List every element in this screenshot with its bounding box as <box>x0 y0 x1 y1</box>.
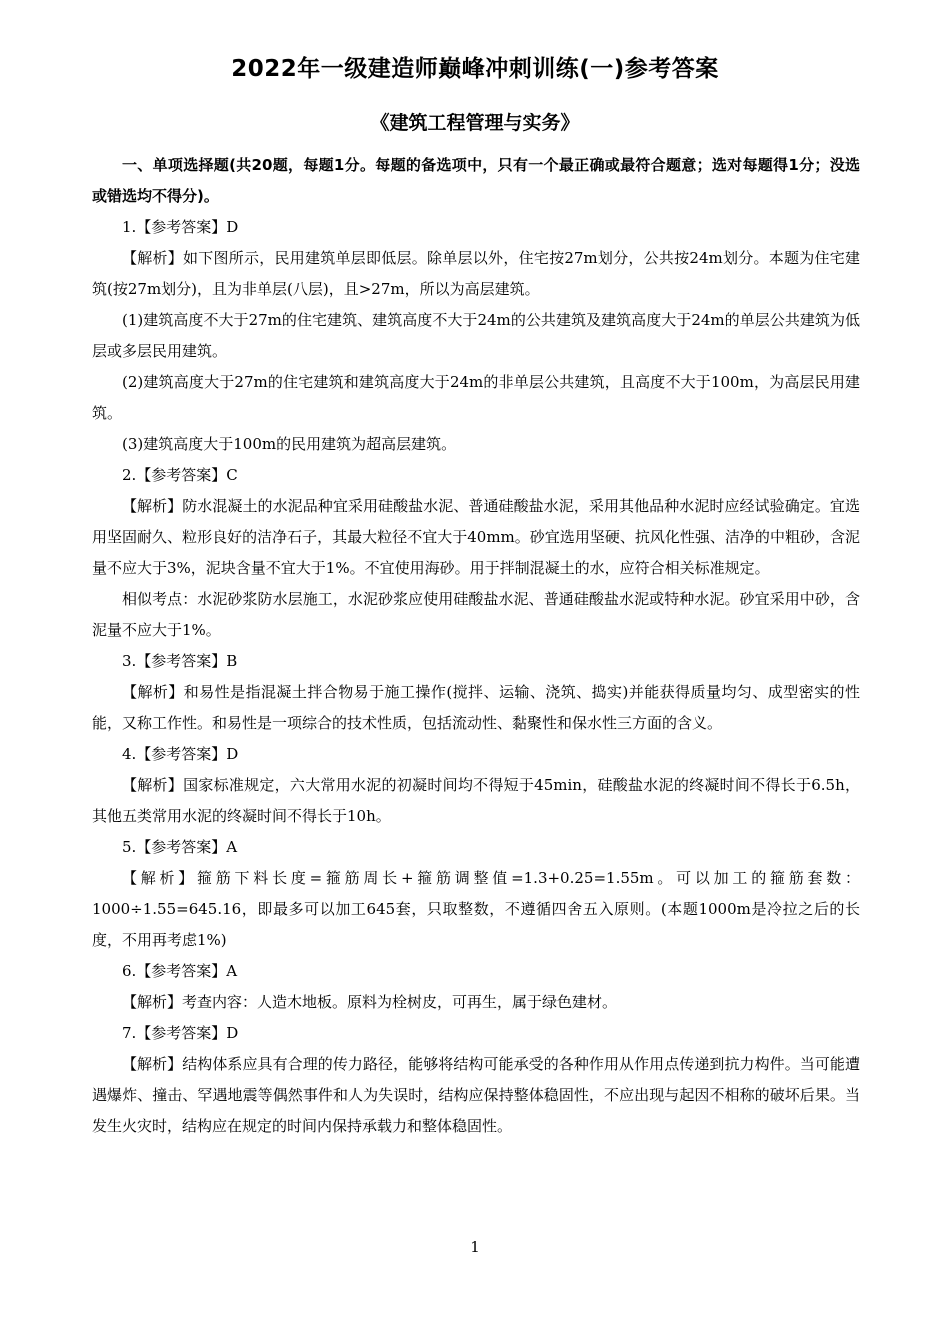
answer-7: 7.【参考答案】D <box>122 1024 239 1042</box>
document-body <box>92 150 860 1142</box>
document-title: 2022年一级建造师巅峰冲刺训练(一)参考答案 <box>231 56 719 82</box>
section-heading: 一、单项选择题(共20题，每题1分。每题的备选项中，只有一个最正确或最符合题意；选对每题得1分；没选或错选均不得分)。 <box>92 156 860 205</box>
explanation-2: 【解析】防水混凝土的水泥品种宜采用硅酸盐水泥、普通硅酸盐水泥，采用其他品种水泥时应经试验确定。宜选用坚固耐久、粒形良好的洁净石子，其最大粒径不宜大于40mm。砂宜选用坚硬、抗风化性强、洁净的中粗砂，含泥量不应大于3%，泥块含量不宜大于1%。不宜使用海砂。用于拌制混凝土的水，应符合相关标准规定。 <box>92 497 860 577</box>
explanation-7: 【解析】结构体系应具有合理的传力路径，能够将结构可能承受的各种作用从作用点传递到抗力构件。当可能遭遇爆炸、撞击、罕遇地震等偶然事件和人为失误时，结构应保持整体稳固性，不应出现与起因不相称的破坏后果。当发生火灾时，结构应在规定的时间内保持承载力和整体稳固性。 <box>92 1055 860 1135</box>
answer-4: 4.【参考答案】D <box>122 745 239 763</box>
page-number: 1 <box>470 1238 480 1256</box>
answer-5: 5.【参考答案】A <box>122 838 238 856</box>
explanation-1: 【解析】如下图所示，民用建筑单层即低层。除单层以外，住宅按27m划分，公共按24m划分。本题为住宅建筑(按27m划分)，且为非单层(八层)，且>27m，所以为高层建筑。 <box>92 249 860 298</box>
explanation-5: 【解析】箍筋下料长度=箍筋周长+箍筋调整值=1.3+0.25=1.55m。可以加工的箍筋套数：1000÷1.55=645.16，即最多可以加工645套，只取整数，不遵循四舍五入原则。(本题1000m是冷拉之后的长度，不用再考虑1%) <box>92 869 860 949</box>
document-subtitle: 《建筑工程管理与实务》 <box>370 112 580 134</box>
answer-3: 3.【参考答案】B <box>122 652 238 670</box>
explanation-3: 【解析】和易性是指混凝土拌合物易于施工操作(搅拌、运输、浇筑、捣实)并能获得质量均匀、成型密实的性能，又称工作性。和易性是一项综合的技术性质，包括流动性、黏聚性和保水性三方面的含义。 <box>92 683 860 732</box>
answer-1: 1.【参考答案】D <box>122 218 239 236</box>
explanation-4: 【解析】国家标准规定，六大常用水泥的初凝时间均不得短于45min，硅酸盐水泥的终凝时间不得长于6.5h，其他五类常用水泥的终凝时间不得长于10h。 <box>92 776 860 825</box>
explanation-2-similar: 相似考点：水泥砂浆防水层施工，水泥砂浆应使用硅酸盐水泥、普通硅酸盐水泥或特种水泥。砂宜采用中砂，含泥量不应大于1%。 <box>92 590 860 639</box>
explanation-6: 【解析】考查内容：人造木地板。原料为栓树皮，可再生，属于绿色建材。 <box>122 993 618 1011</box>
answer-6: 6.【参考答案】A <box>122 962 238 980</box>
answer-2: 2.【参考答案】C <box>122 466 238 484</box>
explanation-1-item-2: (2)建筑高度大于27m的住宅建筑和建筑高度大于24m的非单层公共建筑，且高度不大于100m，为高层民用建筑。 <box>92 373 860 422</box>
explanation-1-item-1: (1)建筑高度不大于27m的住宅建筑、建筑高度不大于24m的公共建筑及建筑高度大于24m的单层公共建筑为低层或多层民用建筑。 <box>92 311 860 360</box>
explanation-1-item-3: (3)建筑高度大于100m的民用建筑为超高层建筑。 <box>122 435 457 453</box>
